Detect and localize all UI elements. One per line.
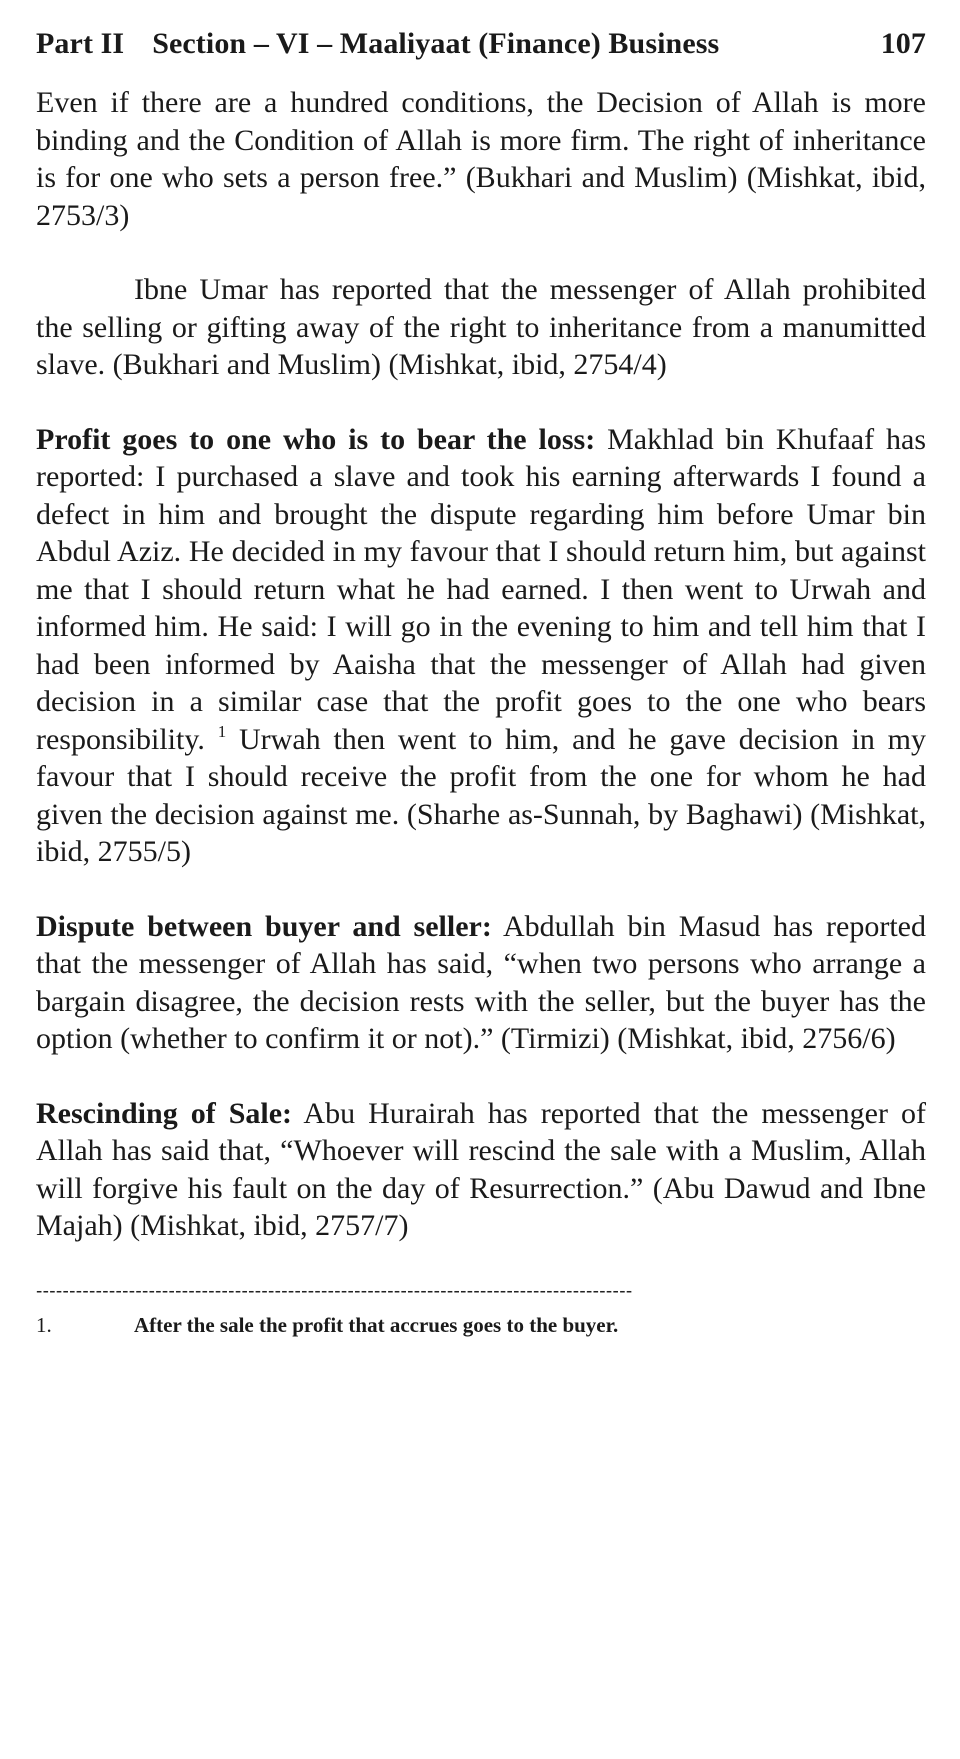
- footnote-text: After the sale the profit that accrues goes to the buyer.: [134, 1312, 619, 1337]
- footnote-number: 1.: [36, 1312, 52, 1337]
- paragraph-text: Makhlad bin Khufaaf has reported: I purchased a slave and took his earning afterwards I found a defect in him and brought the dispute regarding him before Umar bin Abdul Aziz. He decided in my favour that I should return him, but against me that I should return what he had earned. I then went to Urwah and informed him. He said: I will go in the evening to him and tell him that I had been informed by Aaisha that the messenger of Allah had given decision in a similar case that the profit goes to the one who bears responsibility.: [36, 422, 926, 756]
- paragraph-heading: Profit goes to one who is to bear the loss:: [36, 422, 596, 456]
- paragraph-text: Abdullah bin Masud has reported that the messenger of Allah has said, “when two persons who arrange a bargain disagree, the decision rests with the seller, but the buyer has the option (whether to confirm it or not).” (Tirmizi) (Mishkat, ibid, 2756/6): [36, 909, 926, 1055]
- paragraph-text: Abu Hurairah has reported that the messenger of Allah has said that, “Whoever will rescind the sale with a Muslim, Allah will forgive his fault on the day of Resurrection.” (Abu Dawud and Ibne Majah) (Mishkat, ibid, 2757/7): [36, 1096, 926, 1242]
- paragraph-continued-hadith: [36, 84, 926, 234]
- paragraph-heading: Rescinding of Sale:: [36, 1096, 293, 1130]
- paragraph-heading: Dispute between buyer and seller:: [36, 909, 492, 943]
- paragraph-ibne-umar: [36, 271, 926, 384]
- footnote-item: [36, 1310, 926, 1340]
- paragraph-text-continued: Urwah then went to him, and he gave decision in my favour that I should receive the profit from the one for whom he had given the decision against me. (Sharhe as-Sunnah, by Baghawi) (Mishkat, ibid, 2755/5): [36, 722, 927, 868]
- paragraph-text: Ibne Umar has reported that the messenger of Allah prohibited the selling or gifting away of the right to inheritance from a manumitted slave. (Bukhari and Muslim) (Mishkat, ibid, 2754/4): [36, 273, 926, 381]
- footnote-divider: ------------------------------------------------------------------------------------------: [36, 1281, 633, 1302]
- page-number: 107: [880, 27, 926, 60]
- paragraph-profit-loss: [36, 421, 926, 871]
- footnote-reference[interactable]: 1: [217, 721, 227, 741]
- running-header: [36, 22, 926, 66]
- paragraph-buyer-seller-dispute: [36, 908, 926, 1058]
- part-label: Part II: [36, 27, 125, 60]
- document-page: [36, 22, 926, 1340]
- section-title: Section – VI – Maaliyaat (Finance) Business: [152, 27, 720, 60]
- paragraph-text: Even if there are a hundred conditions, the Decision of Allah is more binding and the Condition of Allah is more firm. The right of inheritance is for one who sets a person free.” (Bukhari and Muslim) (Mishkat, ibid, 2753/3): [36, 86, 926, 232]
- header-title-group: [36, 22, 719, 66]
- paragraph-rescinding-sale: [36, 1095, 926, 1245]
